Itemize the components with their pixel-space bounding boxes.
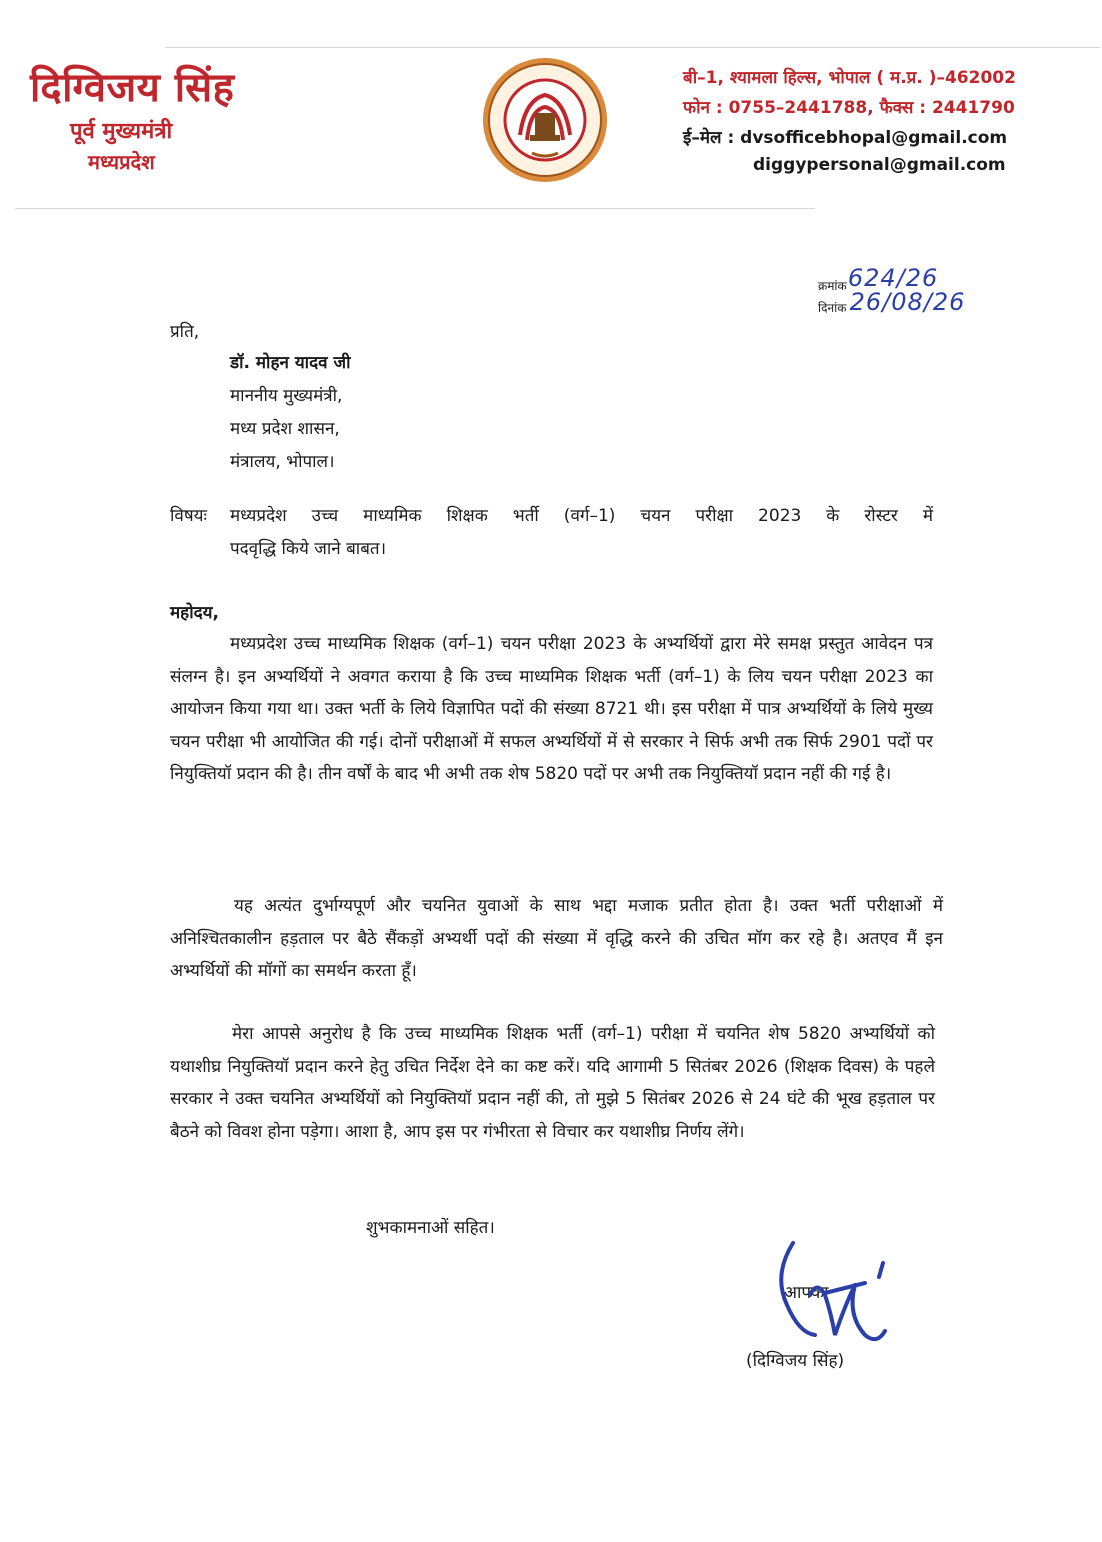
reference-number-value: 624/26 [847, 264, 939, 292]
paragraph-1-text: मध्यप्रदेश उच्च माध्यमिक शिक्षक (वर्ग–1) चयन परीक्षा 2023 के अभ्यर्थियों द्वारा मेरे समक्ष प्रस्तुत आवेदन पत्र संलग्न है। इन अभ्यर्थियों ने अवगत कराया है कि उच्च माध्यमिक शिक्षक भर्ती (वर्ग–1) के लिय चयन परीक्षा 2023 का आयोजन किया गया था। उक्त भर्ती के लिये विज्ञापित पदों की संख्या 8721 थी। इस परीक्षा में पात्र अभ्यर्थियों के लिये मुख्य चयन परीक्षा भी आयोजित की गई। दोनों परीक्षाओं में सफल अभ्यर्थियों में से सरकार ने सिर्फ अभी तक सिर्फ 2901 पदों पर नियुक्तियॉ प्रदान की है। तीन वर्षों के बाद भी अभी तक शेष 5820 पदों पर अभी तक नियुक्तियॉ प्रदान नहीं की गई है। [170, 634, 934, 784]
reference-date [818, 290, 967, 318]
recipient-designation: माननीय मुख्यमंत्री, [230, 386, 343, 406]
recipient-office: मंत्रालय, भोपाल। [230, 452, 335, 472]
address-line: बी–1, श्यामला हिल्स, भोपाल ( म.प्र. )–462002 [683, 68, 1016, 88]
closing-greeting: शुभकामनाओं सहित। [366, 1218, 495, 1238]
subject-line-2: पदवृद्धि किये जाने बाबत। [230, 539, 387, 559]
paragraph-3-text: मेरा आपसे अनुरोध है कि उच्च माध्यमिक शिक्षक भर्ती (वर्ग–1) परीक्षा में चयनित शेष 5820 अभ्यर्थियों को यथाशीघ्र नियुक्तियॉ प्रदान करने हेतु उचित निर्देश देने का कष्ट करें। यदि आगामी 5 सितंबर 2026 (शिक्षक दिवस) के पहले सरकार ने उक्त चयनित अभ्यर्थियों को नियुक्तियॉ प्रदान नहीं की, तो मुझे 5 सितंबर 2026 से 24 घंटे की भूख हड़ताल पर बैठने को विवश होना पड़ेगा। आशा है, आप इस पर गंभीरता से विचार कर यथाशीघ्र निर्णय लेंगे। [170, 1024, 935, 1142]
top-rule [165, 47, 1100, 48]
letterhead-rule [15, 208, 815, 209]
yours-label: आपका [784, 1283, 829, 1303]
sender-name: दिग्विजय सिंह [30, 65, 235, 111]
state-emblem-icon [480, 55, 610, 185]
reference-date-label: दिनांक [818, 301, 847, 315]
recipient-government: मध्य प्रदेश शासन, [230, 419, 340, 439]
recipient-prefix: प्रति, [170, 322, 200, 342]
body-paragraph-2 [170, 890, 943, 988]
email-line-1: ई–मेल : dvsofficebhopal@gmail.com [683, 128, 1008, 148]
recipient-name: डॉ. मोहन यादव जी [230, 353, 351, 373]
body-paragraph-1 [170, 628, 933, 791]
signatory-name: (दिग्विजय सिंह) [746, 1351, 845, 1371]
reference-number-label: क्रमांक [818, 279, 847, 293]
email-line-2: diggypersonal@gmail.com [753, 155, 1006, 175]
salutation: महोदय, [170, 603, 219, 623]
subject-label: विषयः [170, 506, 207, 526]
reference-date-value: 26/08/26 [849, 288, 966, 316]
body-paragraph-3 [170, 1018, 935, 1148]
subject-line-1: मध्यप्रदेश उच्च माध्यमिक शिक्षक भर्ती (वर्ग–1) चयन परीक्षा 2023 के रोस्टर में [230, 506, 933, 526]
sender-state: मध्यप्रदेश [88, 150, 155, 174]
phone-fax-line: फोन : 0755–2441788, फैक्स : 2441790 [683, 98, 1015, 118]
paragraph-2-text: यह अत्यंत दुर्भाग्यपूर्ण और चयनित युवाओं के साथ भद्दा मजाक प्रतीत होता है। उक्त भर्ती परीक्षाओं में अनिश्चितकालीन हड़ताल पर बैठे सैंकड़ों अभ्यर्थी पदों की संख्या में वृद्धि करने की उचित मॉग कर रहे है। अतएव मैं इन अभ्यर्थियों की मॉगों का समर्थन करता हूँ। [170, 896, 943, 981]
sender-role: पूर्व मुख्यमंत्री [70, 119, 173, 144]
